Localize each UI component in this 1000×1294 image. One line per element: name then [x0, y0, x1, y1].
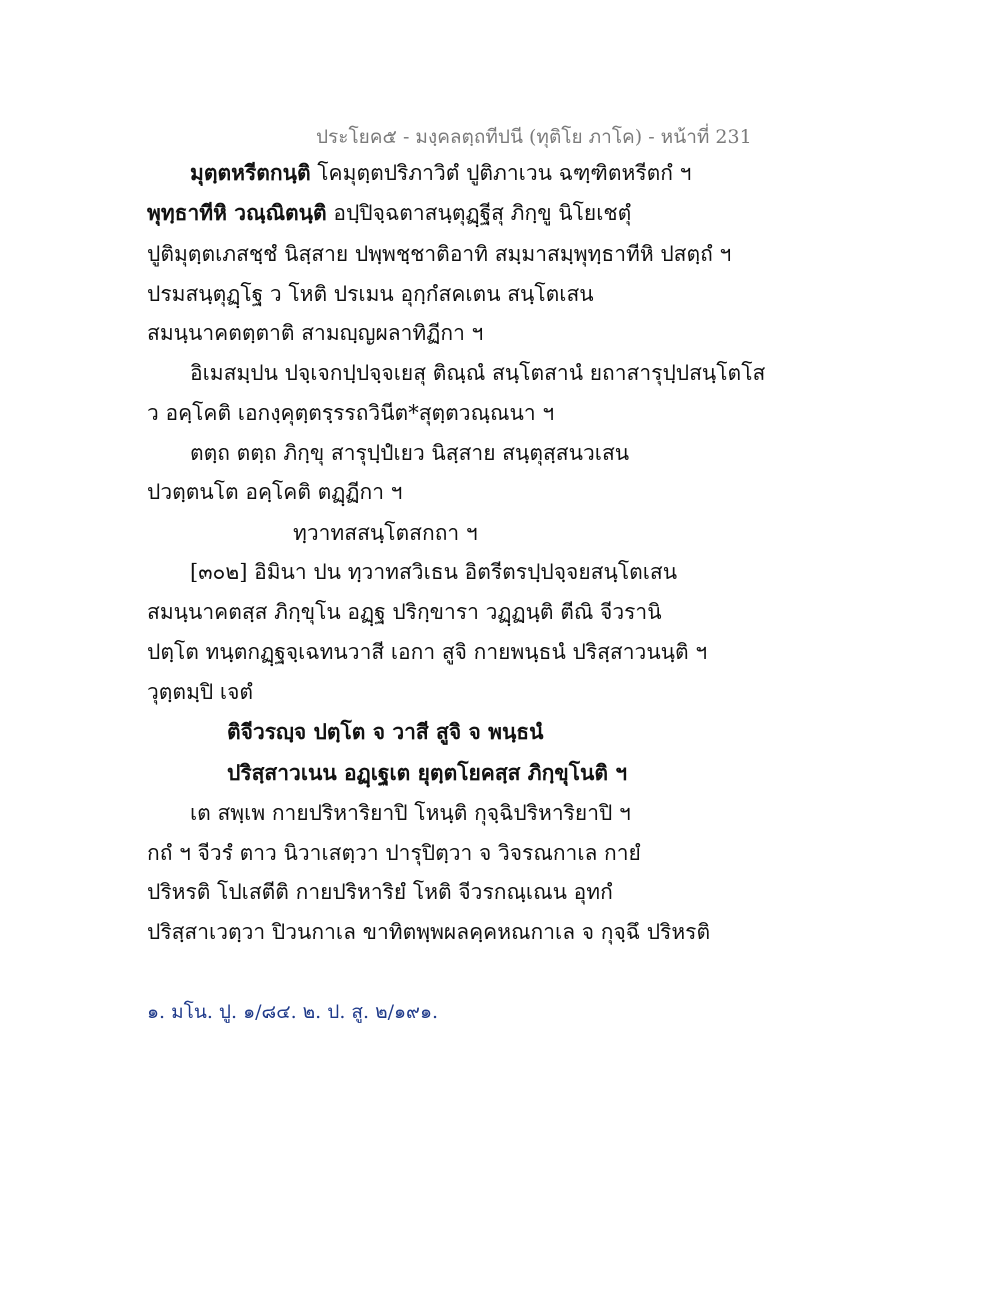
- page-header: ประโยค๕ - มงฺคลตฺถทีปนี (ทุติโย ภาโค) - หน้าที่ 231: [316, 126, 752, 148]
- text-line-9: ปวตฺตนโต อคฺโคติ ตฏฺฏีกา ฯ: [147, 480, 403, 504]
- text-line-5: สมนฺนาคตตฺตาติ สามญฺญผลาทิฏีกา ฯ: [147, 321, 484, 345]
- text-line-2: [147, 198, 631, 228]
- text-line-8: ตตฺถ ตตฺถ ภิกฺขุ สารุปฺปํเยว นิสฺสาย สนฺตุสฺสนวเสน: [190, 441, 630, 465]
- verse-line-1: ติจีวรญฺจ ปตฺโต จ วาสี สูจิ จ พนฺธนํ: [227, 719, 544, 744]
- text-line-1: [190, 158, 691, 188]
- term-bold: พุทฺธาทีหิ วณฺณิตนฺติ: [147, 200, 327, 225]
- text-line-18: กถํ ฯ จีวรํ ตาว นิวาเสตฺวา ปารุปิตฺวา จ วิจรณกาเล กายํ: [147, 841, 641, 865]
- text-line-12: สมนฺนาคตสฺส ภิกฺขุโน อฏฺฐ ปริกฺขารา วฏฺฏนฺติ ตีณิ จีวรานิ: [147, 600, 662, 624]
- section-heading: ทฺวาทสสนฺโตสกถา ฯ: [293, 521, 478, 545]
- text-line-6: อิเมสมฺปน ปจฺเจกปฺปจฺจเยสุ ติณฺณํ สนฺโตสานํ ยถาสารุปฺปสนฺโตโส: [190, 361, 766, 385]
- line-text: โคมุตฺตปริภาวิตํ ปูติภาเวน ฉฑฺฑิตหรีตกํ ฯ: [310, 161, 692, 185]
- text-line-19: ปริหรติ โปเสตีติ กายปริหาริยํ โหติ จีวรกณฺเณน อุทกํ: [147, 880, 613, 904]
- text-line-4: ปรมสนฺตุฏฺโฐ ว โหติ ปรเมน อุกฺกํสคเตน สนฺโตเสน: [147, 282, 594, 306]
- text-line-11: [๓๐๒] อิมินา ปน ทฺวาทสวิเธน อิตรีตรปฺปจฺจยสนฺโตเสน: [190, 560, 678, 584]
- footnote: ๑. มโน. ปู. ๑/๘๔. ๒. ป. สู. ๒/๑๙๑.: [147, 1001, 439, 1023]
- text-line-20: ปริสฺสาเวตฺวา ปิวนกาเล ขาทิตพฺพผลคฺคหณกาเล จ กุจฺฉึ ปริหรติ: [147, 920, 711, 944]
- text-line-17: เต สพฺเพ กายปริหาริยาปิ โหนฺติ กุจฺฉิปริหาริยาปิ ฯ: [190, 801, 631, 825]
- line-text: อปฺปิจฺฉตาสนฺตุฏฺฐีสุ ภิกฺขู นิโยเชตุํ: [326, 201, 632, 225]
- text-line-7: ว อคฺโคติ เอกงฺคุตฺตรฺรรถวินีต*สุตฺตวณฺณนา ฯ: [147, 401, 555, 425]
- text-line-3: ปูติมุตฺตเภสชฺชํ นิสฺสาย ปพฺพชฺชาติอาทิ สมฺมาสมฺพุทฺธาทีหิ ปสตฺถํ ฯ: [147, 242, 732, 266]
- text-line-13: ปตฺโต ทนฺตกฏฺฐจฺเฉทนวาสี เอกา สูจิ กายพนฺธนํ ปริสฺสาวนนฺติ ฯ: [147, 640, 708, 664]
- term-bold: มุตฺตหรีตกนฺติ: [190, 160, 311, 185]
- verse-line-2: ปริสฺสาวเนน อฏฺเฐเต ยุตฺตโยคสฺส ภิกฺขุโนติ ฯ: [227, 760, 628, 785]
- text-line-14: วุตฺตมฺปิ เจตํ: [147, 680, 254, 704]
